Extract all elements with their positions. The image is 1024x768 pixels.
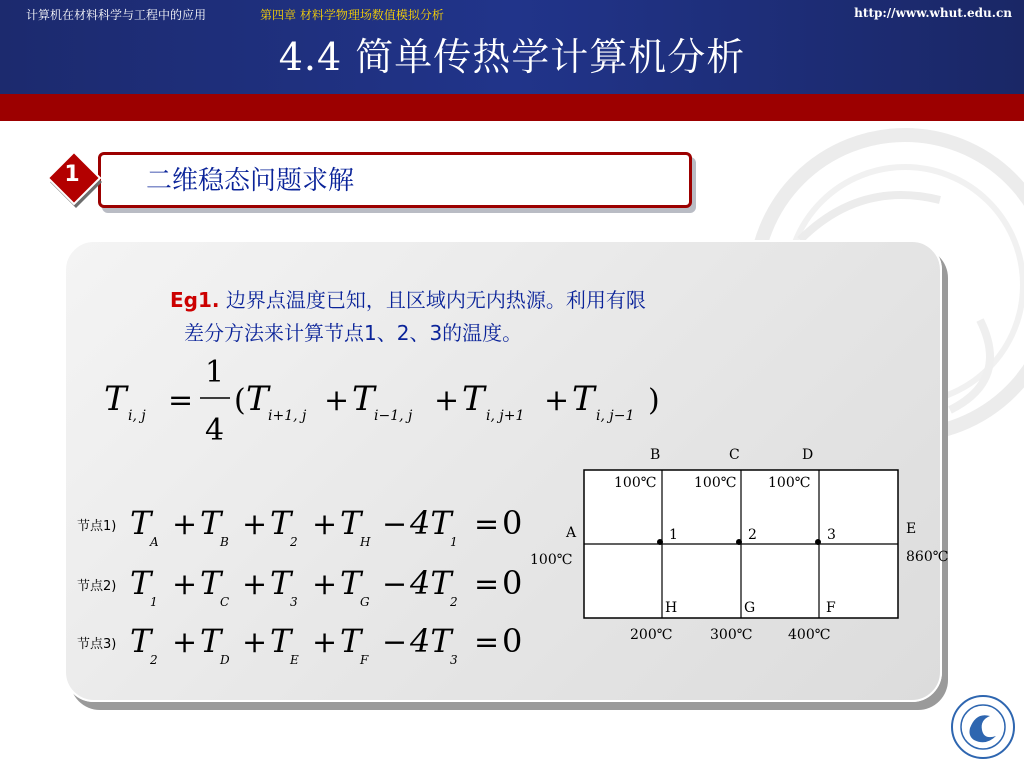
plus-sign: +: [172, 625, 198, 660]
example-line2: 差分方法来计算节点1、2、3的温度。: [184, 321, 523, 345]
label-A: A: [566, 525, 577, 541]
eq-term-symbol: T: [200, 622, 222, 660]
label-E: E: [906, 521, 917, 537]
eq-minus-term: 4T: [410, 622, 452, 660]
label-G: G: [744, 600, 756, 616]
term-4-sym: T: [572, 379, 595, 419]
eq-term-subscript: C: [220, 595, 230, 609]
eq-rhs: 0: [502, 622, 523, 660]
temp-G: 300℃: [710, 627, 753, 643]
node-3-label: 3: [827, 527, 836, 543]
plus-sign: +: [242, 567, 268, 602]
eq-rhs: 0: [502, 564, 523, 602]
node-eq-label: 节点3): [77, 637, 117, 652]
eq-term-subscript: E: [290, 653, 299, 667]
eq-term-symbol: T: [130, 622, 152, 660]
eq-term-subscript: D: [220, 653, 230, 667]
plus-sign: +: [312, 507, 338, 542]
slide-title: 4.4 简单传热学计算机分析: [278, 35, 746, 79]
plus-1: +: [324, 383, 350, 418]
section-title: 二维稳态问题求解: [146, 166, 355, 196]
university-logo-icon: [950, 694, 1016, 760]
eq-term-subscript: G: [360, 595, 370, 609]
plus-3: +: [544, 383, 570, 418]
equals-sign: =: [474, 507, 500, 542]
node-2-label: 2: [748, 527, 757, 543]
minus-sign: −: [382, 625, 408, 660]
plus-sign: +: [172, 567, 198, 602]
eq-term-subscript: 3: [290, 595, 298, 609]
temp-D: 100℃: [768, 475, 811, 491]
eq-term-subscript: 2: [290, 535, 298, 549]
grid-diagram: [520, 440, 960, 650]
term-1-sub: i+1, j: [268, 408, 307, 424]
eq-term-symbol: T: [340, 564, 362, 602]
eq-term-subscript: F: [360, 653, 369, 667]
eq-term-subscript: H: [360, 535, 371, 549]
eq-term-subscript: 1: [150, 595, 158, 609]
term-4-sub: i, j−1: [596, 408, 635, 424]
website-url[interactable]: http://www.whut.edu.cn: [854, 6, 1012, 20]
node-1-dot: [657, 539, 663, 545]
term-3-sub: i, j+1: [486, 408, 525, 424]
eq-rhs: 0: [502, 504, 523, 542]
chapter-name: 第四章 材料学物理场数值模拟分析: [260, 8, 444, 22]
temp-H: 200℃: [630, 627, 673, 643]
section-number: 1: [64, 162, 80, 187]
term-2-sub: i−1, j: [374, 408, 413, 424]
formula-numerator: 1: [205, 355, 225, 390]
eq-term-symbol: T: [200, 564, 222, 602]
eq-term-symbol: T: [270, 564, 292, 602]
temp-B: 100℃: [614, 475, 657, 491]
label-F: F: [826, 600, 836, 616]
course-name: 计算机在材料科学与工程中的应用: [26, 8, 207, 22]
formula-lhs-sub: i, j: [128, 408, 146, 424]
term-1-sym: T: [246, 379, 269, 419]
eq-term-symbol: T: [270, 504, 292, 542]
eq-term-symbol: T: [340, 622, 362, 660]
temp-F: 400℃: [788, 627, 831, 643]
formula-equals: =: [168, 383, 194, 418]
main-formula: [104, 355, 660, 448]
temp-C: 100℃: [694, 475, 737, 491]
eq-minus-subscript: 2: [450, 595, 458, 609]
eq-term-subscript: A: [150, 535, 159, 549]
label-C: C: [729, 447, 740, 463]
term-2-sym: T: [352, 379, 375, 419]
node-3-dot: [815, 539, 821, 545]
node-eq-label: 节点2): [77, 579, 117, 594]
node-1-label: 1: [669, 527, 678, 543]
example-line1: 边界点温度已知，且区域内无内热源。利用有限: [225, 288, 646, 312]
temp-E: 860℃: [906, 549, 949, 565]
plus-sign: +: [312, 625, 338, 660]
eq-term-symbol: T: [270, 622, 292, 660]
equals-sign: =: [474, 625, 500, 660]
formula-denominator: 4: [205, 413, 225, 448]
minus-sign: −: [382, 507, 408, 542]
plus-sign: +: [172, 507, 198, 542]
paren-open: (: [234, 383, 246, 418]
eq-term-symbol: T: [130, 564, 152, 602]
label-B: B: [650, 447, 661, 463]
plus-2: +: [434, 383, 460, 418]
label-H: H: [665, 600, 678, 616]
eq-minus-subscript: 1: [450, 535, 458, 549]
plus-sign: +: [242, 507, 268, 542]
eq-term-subscript: B: [220, 535, 229, 549]
eq-minus-term: 4T: [410, 504, 452, 542]
eq-term-symbol: T: [340, 504, 362, 542]
equals-sign: =: [474, 567, 500, 602]
formula-lhs: T: [104, 379, 127, 419]
label-D: D: [802, 447, 814, 463]
eq-minus-term: 4T: [410, 564, 452, 602]
example-label: Eg1.: [170, 288, 220, 312]
eq-minus-subscript: 3: [450, 653, 458, 667]
temp-A: 100℃: [530, 552, 573, 568]
plus-sign: +: [242, 625, 268, 660]
paren-close: ): [648, 383, 660, 418]
eq-term-subscript: 2: [150, 653, 158, 667]
node-equations: [77, 504, 522, 667]
eq-term-symbol: T: [130, 504, 152, 542]
node-2-dot: [736, 539, 742, 545]
plus-sign: +: [312, 567, 338, 602]
eq-term-symbol: T: [200, 504, 222, 542]
node-eq-label: 节点1): [77, 519, 117, 534]
minus-sign: −: [382, 567, 408, 602]
term-3-sym: T: [462, 379, 485, 419]
